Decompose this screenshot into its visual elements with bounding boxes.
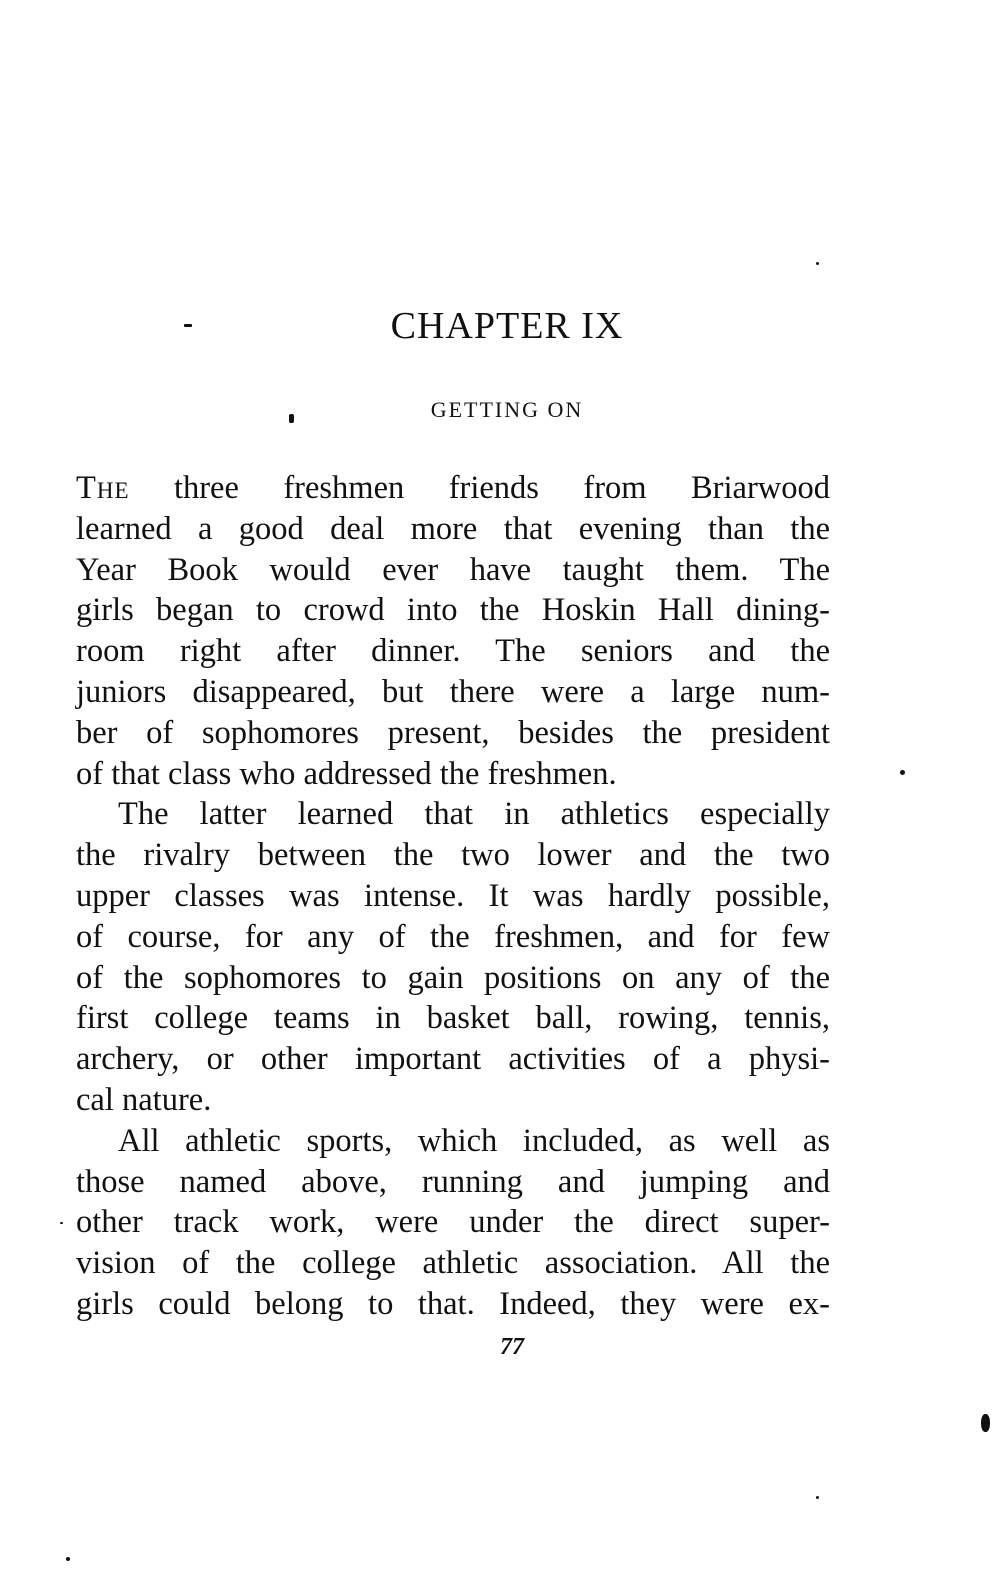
text-line: girls began to crowd into the Hoskin Hall dining- — [76, 592, 830, 629]
scan-speck — [816, 1496, 819, 1499]
scan-speck — [60, 1222, 63, 1224]
drop-word: The — [76, 470, 130, 506]
text-line: girls could belong to that. Indeed, they were ex- — [76, 1285, 830, 1322]
scan-speck — [900, 770, 905, 775]
scan-speck — [184, 324, 192, 327]
chapter-subtitle: GETTING ON — [430, 397, 584, 422]
text-line: those named above, running and jumping and — [76, 1163, 830, 1200]
text-line: cal nature. — [76, 1081, 212, 1118]
text-line: vision of the college athletic association. All the — [76, 1245, 830, 1282]
body-text — [76, 468, 830, 1325]
scan-speck — [289, 414, 294, 423]
text-line: of course, for any of the freshmen, and for few — [76, 918, 830, 955]
text-line: juniors disappeared, but there were a large num- — [76, 673, 830, 710]
text-line: All athletic sports, which included, as well as — [118, 1122, 830, 1159]
text-line: archery, or other important activities of a physi- — [76, 1041, 830, 1078]
text-line: learned a good deal more that evening than the — [76, 510, 830, 547]
text-line — [76, 468, 830, 509]
text-line: upper classes was intense. It was hardly possible, — [76, 877, 830, 914]
text-line: of the sophomores to gain positions on any of the — [76, 959, 830, 996]
text-line: the rivalry between the two lower and the two — [76, 837, 830, 874]
text-line-rest: three freshmen friends from Briarwood — [129, 470, 830, 506]
text-line: room right after dinner. The seniors and the — [76, 633, 830, 670]
text-line: of that class who addressed the freshmen. — [76, 755, 617, 792]
text-line: Year Book would ever have taught them. The — [76, 551, 830, 588]
chapter-title: CHAPTER IX — [390, 305, 624, 347]
text-line: first college teams in basket ball, rowing, tennis, — [76, 1000, 830, 1037]
text-line: The latter learned that in athletics especially — [118, 796, 830, 833]
text-line: ber of sophomores present, besides the president — [76, 714, 830, 751]
text-line: other track work, were under the direct super- — [76, 1204, 830, 1241]
scan-speck — [981, 1414, 990, 1432]
scan-speck — [66, 1557, 70, 1561]
page-number: 77 — [500, 1334, 524, 1360]
scan-speck — [816, 262, 819, 265]
